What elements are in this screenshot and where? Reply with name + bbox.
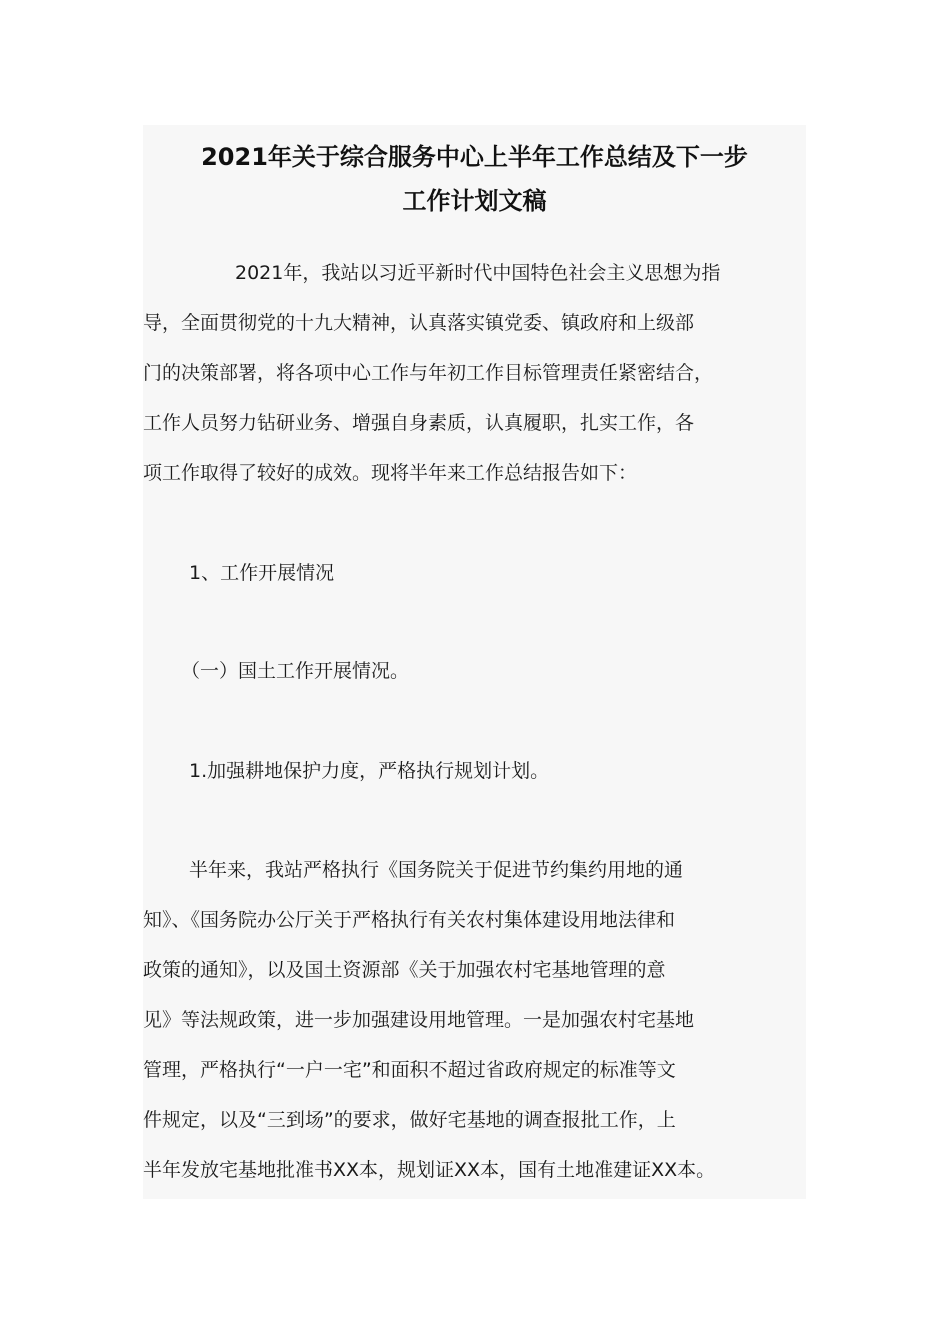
subsection-heading-text: （一）国土工作开展情况。 [181, 660, 410, 682]
section-heading-text: 1、工作开展情况 [189, 562, 335, 584]
intro-line: 项工作取得了较好的成效。现将半年来工作总结报告如下： [143, 462, 638, 484]
intro-line: 门的决策部署，将各项中心工作与年初工作目标管理责任紧密结合， [143, 362, 714, 384]
body-line: 见》等法规政策，进一步加强建设用地管理。一是加强农村宅基地 [143, 1009, 695, 1031]
intro-line: 2021年，我站以习近平新时代中国特色社会主义思想为指 [235, 262, 721, 284]
body-line: 半年发放宅基地批准书XX本，规划证XX本，国有土地准建证XX本。 [143, 1159, 716, 1181]
body-line: 管理，严格执行“一户一宅”和面积不超过省政府规定的标准等文 [143, 1059, 676, 1081]
item-heading [143, 746, 806, 796]
document-title-line-2: 工作计划文稿 [402, 187, 547, 215]
intro-line: 工作人员努力钻研业务、增强自身素质，认真履职，扎实工作，各 [143, 412, 695, 434]
body-paragraph [143, 845, 806, 1195]
body-line: 件规定，以及“三到场”的要求，做好宅基地的调查报批工作，上 [143, 1109, 676, 1131]
section-heading [143, 548, 806, 598]
intro-paragraph [143, 248, 806, 498]
body-line: 知》、《国务院办公厅关于严格执行有关农村集体建设用地法律和 [143, 909, 676, 931]
body-line: 政策的通知》，以及国土资源部《关于加强农村宅基地管理的意 [143, 959, 666, 981]
subsection-heading [143, 646, 806, 696]
document-title-line-1: 2021年关于综合服务中心上半年工作总结及下一步 [201, 143, 748, 171]
body-line: 半年来，我站严格执行《国务院关于促进节约集约用地的通 [189, 859, 684, 881]
intro-line: 导，全面贯彻党的十九大精神，认真落实镇党委、镇政府和上级部 [143, 312, 695, 334]
item-heading-text: 1.加强耕地保护力度，严格执行规划计划。 [189, 760, 550, 782]
